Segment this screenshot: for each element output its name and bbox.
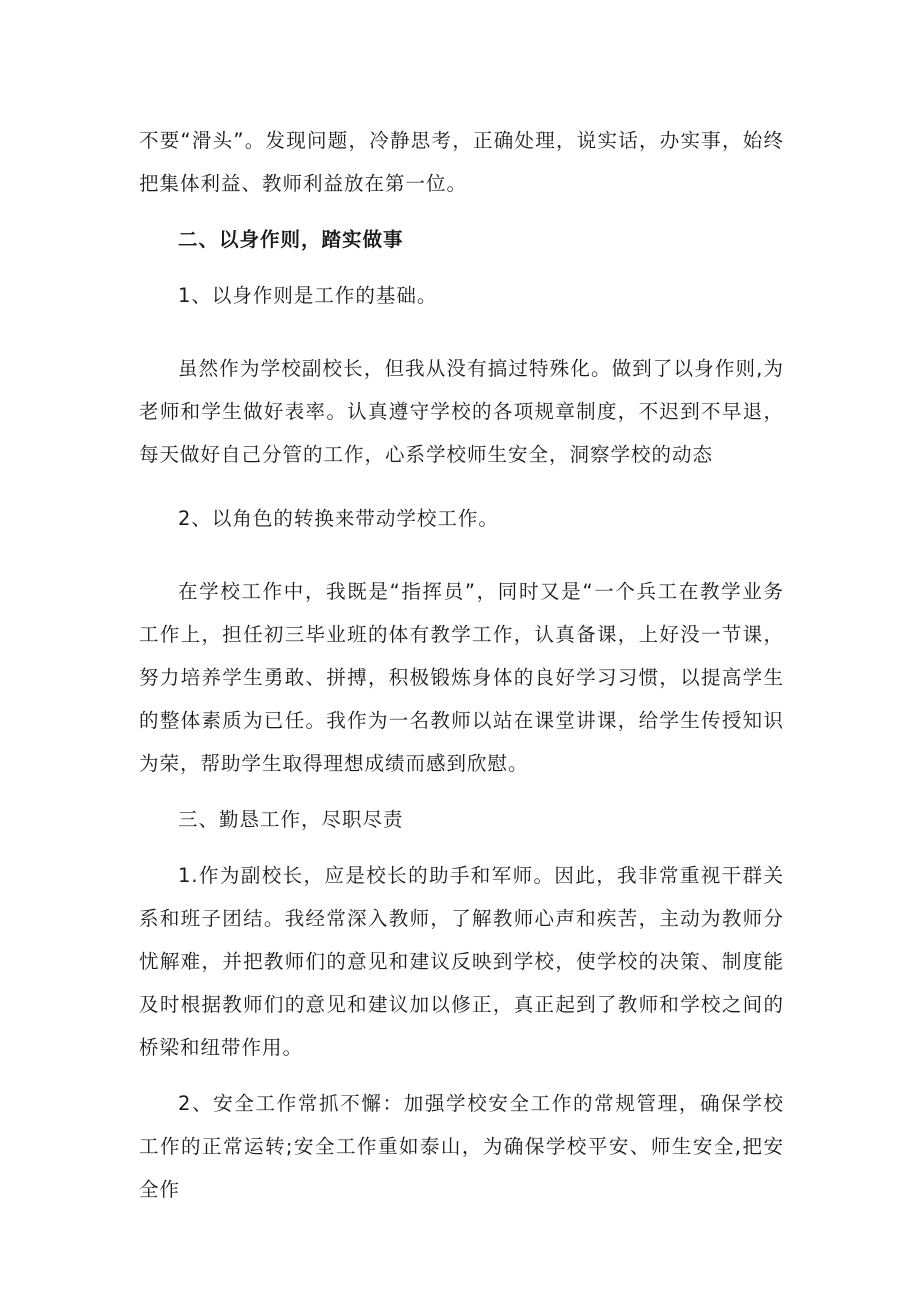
subheading-2-1: 1、以身作则是工作的基础。 [178, 284, 438, 307]
document-body [139, 119, 784, 1211]
paragraph-2-1: 虽然作为学校副校长，但我从没有搞过特殊化。做到了以身作则,为老师和学生做好表率。认真遵守学校的各项规章制度，不迟到不早退，每天做好自己分管的工作，心系学校师生安全，洞察学校的动态 [139, 357, 784, 466]
section-heading-2: 二、以身作则，踏实做事 [178, 228, 404, 251]
subheading-2-2: 2、以角色的转换来带动学校工作。 [178, 507, 499, 530]
paragraph-3-1: 1.作为副校长，应是校长的助手和军师。因此，我非常重视干群关系和班子团结。我经常深入教师，了解教师心声和疾苦，主动为教师分忧解难，并把教师们的意见和建议反映到学校，使学校的决策、制度能及时根据教师们的意见和建议加以修正，真正起到了教师和学校之间的桥梁和纽带作用。 [139, 864, 784, 1059]
section-heading-3: 三、勤恳工作，尽职尽责 [178, 808, 404, 831]
paragraph-continuation: 不要“滑头”。发现问题，冷静思考，正确处理，说实话，办实事，始终把集体利益、教师利益放在第一位。 [139, 129, 784, 195]
paragraph-2-2: 在学校工作中，我既是“指挥员”，同时又是“一个兵工在教学业务工作上，担任初三毕业班的体有教学工作，认真备课，上好没一节课，努力培养学生勇敢、拼搏，积极锻炼身体的良好学习习惯，以提高学生的整体素质为已任。我作为一名教师以站在课堂讲课，给学生传授知识为荣，帮助学生取得理想成绩而感到欣慰。 [139, 580, 784, 775]
paragraph-3-2: 2、安全工作常抓不懈：加强学校安全工作的常规管理，确保学校工作的正常运转;安全工作重如泰山，为确保学校平安、师生安全,把安全作 [139, 1092, 784, 1201]
